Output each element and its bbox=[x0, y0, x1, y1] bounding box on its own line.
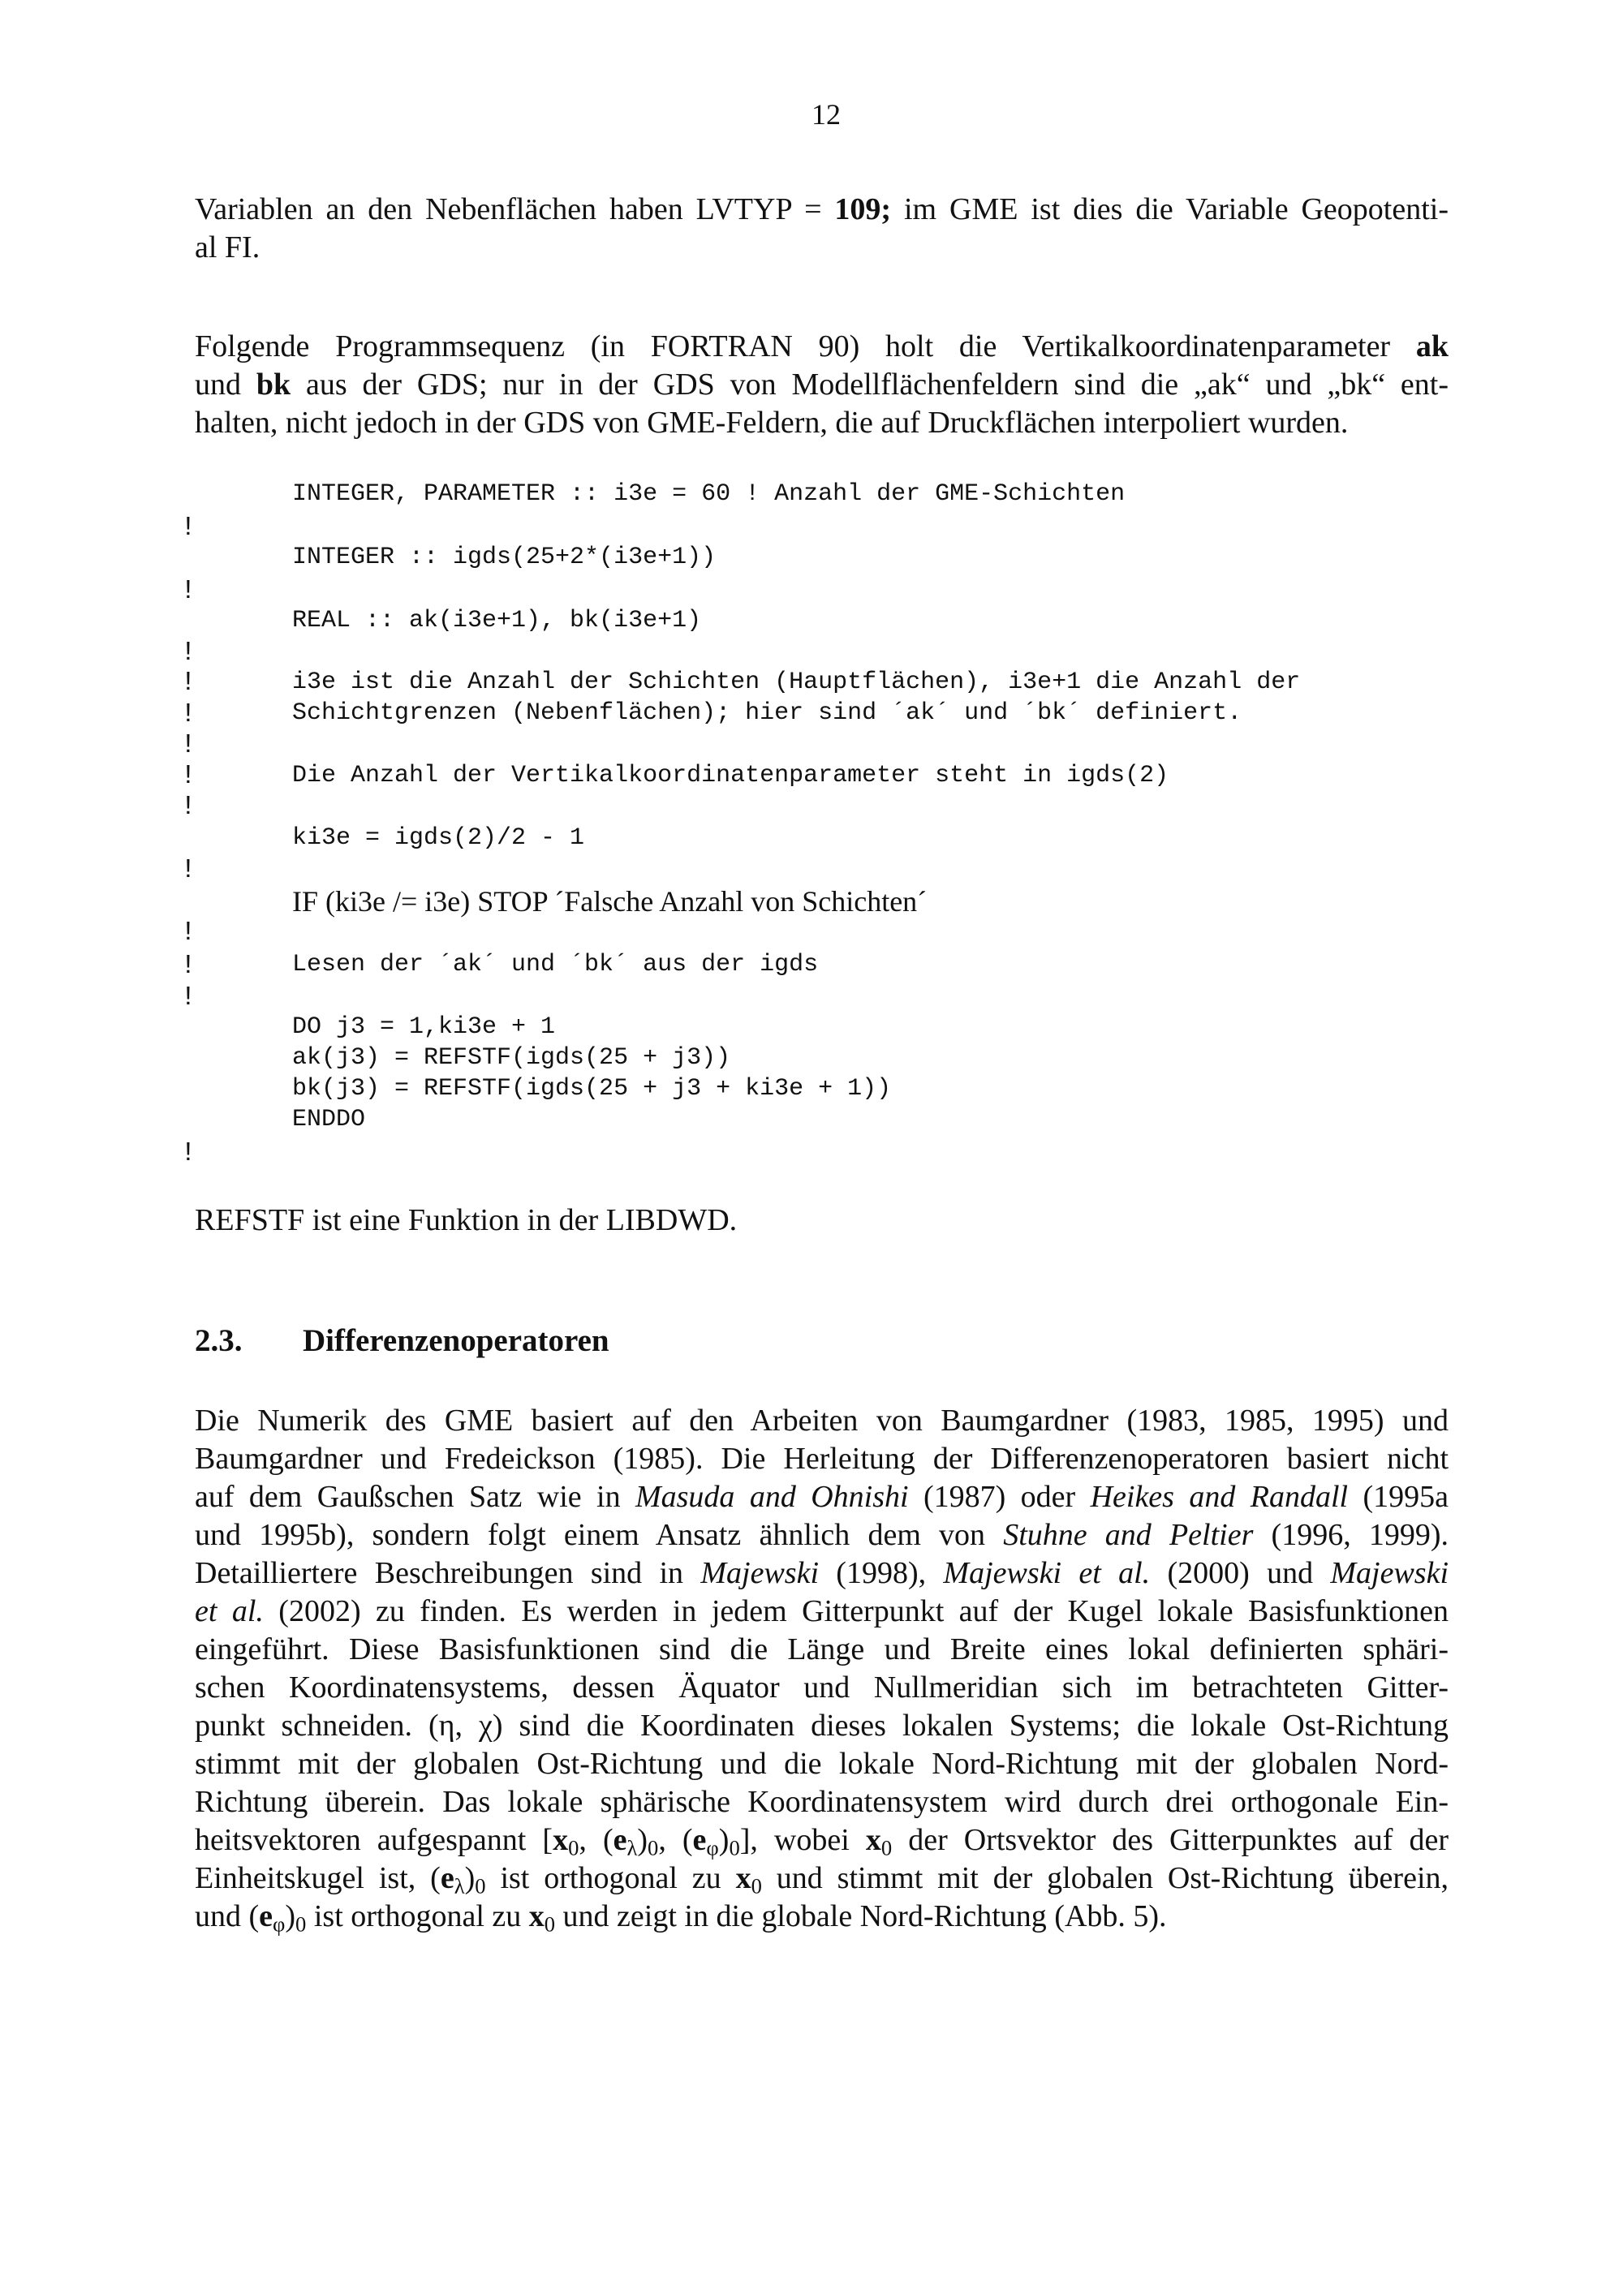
code-comment-1: i3e ist die Anzahl der Schichten (Hauptflächen), i3e+1 die Anzahl der bbox=[292, 669, 1301, 696]
refstf-note: REFSTF ist eine Funktion in der LIBDWD. bbox=[195, 1203, 738, 1237]
intro-line-2: al FI. bbox=[195, 230, 260, 264]
body-line-6: et al. (2002) zu finden. Es werden in jedem Gitterpunkt auf der Kugel lokale Basisfunktionen bbox=[195, 1594, 1449, 1628]
body-line-8: schen Koordinatensystems, dessen Äquator und Nullmeridian sich im betrachteten Gitter- bbox=[195, 1670, 1449, 1705]
body-line-7: eingeführt. Diese Basisfunktionen sind die Länge und Breite eines lokal definierten sphäri- bbox=[195, 1632, 1449, 1666]
code-decl-2: INTEGER :: igds(25+2*(i3e+1)) bbox=[292, 544, 717, 571]
code-comment-2: Schichtgrenzen (Nebenflächen); hier sind ´ak´ und ´bk´ definiert. bbox=[292, 699, 1242, 727]
code-comment-4: Lesen der ´ak´ und ´bk´ aus der igds bbox=[292, 951, 819, 978]
intro-line-1: Variablen an den Nebenflächen haben LVTYP = 109; im GME ist dies die Variable Geopotenti- bbox=[195, 192, 1449, 226]
code-loop-3: bk(j3) = REFSTF(igds(25 + j3 + ki3e + 1)) bbox=[292, 1075, 892, 1103]
code-bang-4: ! bbox=[180, 668, 196, 698]
body-line-9: punkt schneiden. (η, χ) sind die Koordinaten dieses lokalen Systems; die lokale Ost-Richtung bbox=[195, 1709, 1449, 1743]
body-line-10: stimmt mit der globalen Ost-Richtung und die lokale Nord-Richtung mit der globalen Nord- bbox=[195, 1747, 1449, 1781]
fortran-line-3: halten, nicht jedoch in der GDS von GME-Feldern, die auf Druckflächen interpoliert wurden. bbox=[195, 406, 1349, 440]
code-loop-4: ENDDO bbox=[292, 1106, 366, 1133]
body-line-12: heitsvektoren aufgespannt [$x_0$, $(e_\lambda)_0$, $(e_\varphi)_0$], wobei $x_0$ der Ortsvektor des Gitterpunktes auf der bbox=[195, 1823, 1449, 1860]
body-line-4: und 1995b), sondern folgt einem Ansatz ähnlich dem von Stuhne and Peltier (1996, 1999). bbox=[195, 1518, 1449, 1552]
code-bang-3: ! bbox=[180, 638, 196, 668]
code-bang-13: ! bbox=[180, 1138, 196, 1168]
fortran-line-1: Folgende Programmsequenz (in FORTRAN 90) holt die Vertikalkoordinatenparameter ak bbox=[195, 329, 1449, 363]
body-line-14: und $(e_\varphi)_0$ ist orthogonal zu $x_0$ und zeigt in die globale Nord-Richtung (Abb. 5). bbox=[195, 1899, 1167, 1937]
body-line-2: Baumgardner und Fredeickson (1985). Die Herleitung der Differenzenoperatoren basiert nicht bbox=[195, 1442, 1449, 1476]
code-decl-3: REAL :: ak(i3e+1), bk(i3e+1) bbox=[292, 607, 702, 634]
code-stmt-2: IF (ki3e /= i3e) STOP ´Falsche Anzahl von Schichten´ bbox=[292, 885, 928, 918]
code-bang-8: ! bbox=[180, 792, 196, 822]
body-line-1: Die Numerik des GME basiert auf den Arbeiten von Baumgardner (1983, 1985, 1995) und bbox=[195, 1404, 1449, 1438]
code-bang-1: ! bbox=[180, 513, 196, 543]
code-bang-9: ! bbox=[180, 855, 196, 885]
body-paragraph bbox=[195, 1402, 1449, 1936]
section-number: 2.3. bbox=[195, 1323, 243, 1358]
section-title: Differenzenoperatoren bbox=[303, 1323, 609, 1358]
code-decl-1: INTEGER, PARAMETER :: i3e = 60 ! Anzahl der GME-Schichten bbox=[292, 480, 1126, 508]
code-bang-7: ! bbox=[180, 761, 196, 791]
code-bang-5: ! bbox=[180, 699, 196, 729]
code-comment-3: Die Anzahl der Vertikalkoordinatenparameter steht in igds(2) bbox=[292, 762, 1169, 789]
code-bang-6: ! bbox=[180, 730, 196, 760]
body-line-11: Richtung überein. Das lokale sphärische Koordinatensystem wird durch drei orthogonale Ein- bbox=[195, 1785, 1449, 1819]
code-loop-1: DO j3 = 1,ki3e + 1 bbox=[292, 1013, 556, 1041]
body-line-3: auf dem Gaußschen Satz wie in Masuda and Ohnishi (1987) oder Heikes and Randall (1995a bbox=[195, 1480, 1449, 1514]
fortran-paragraph bbox=[195, 328, 1449, 442]
body-line-5: Detailliertere Beschreibungen sind in Majewski (1998), Majewski et al. (2000) und Majewski bbox=[195, 1556, 1449, 1590]
code-stmt-1: ki3e = igds(2)/2 - 1 bbox=[292, 824, 585, 852]
code-bang-2: ! bbox=[180, 576, 196, 606]
body-line-13: Einheitskugel ist, $(e_\lambda)_0$ ist orthogonal zu $x_0$ und stimmt mit der globalen Ost-Richtung überein, bbox=[195, 1861, 1449, 1898]
code-bang-10: ! bbox=[180, 918, 196, 948]
page-number: 12 bbox=[812, 98, 841, 131]
intro-paragraph bbox=[195, 191, 1449, 267]
code-bang-11: ! bbox=[180, 951, 196, 981]
code-bang-12: ! bbox=[180, 982, 196, 1013]
code-loop-2: ak(j3) = REFSTF(igds(25 + j3)) bbox=[292, 1044, 731, 1072]
fortran-line-2: und bk aus der GDS; nur in der GDS von Modellflächenfeldern sind die „ak“ und „bk“ ent- bbox=[195, 368, 1449, 402]
